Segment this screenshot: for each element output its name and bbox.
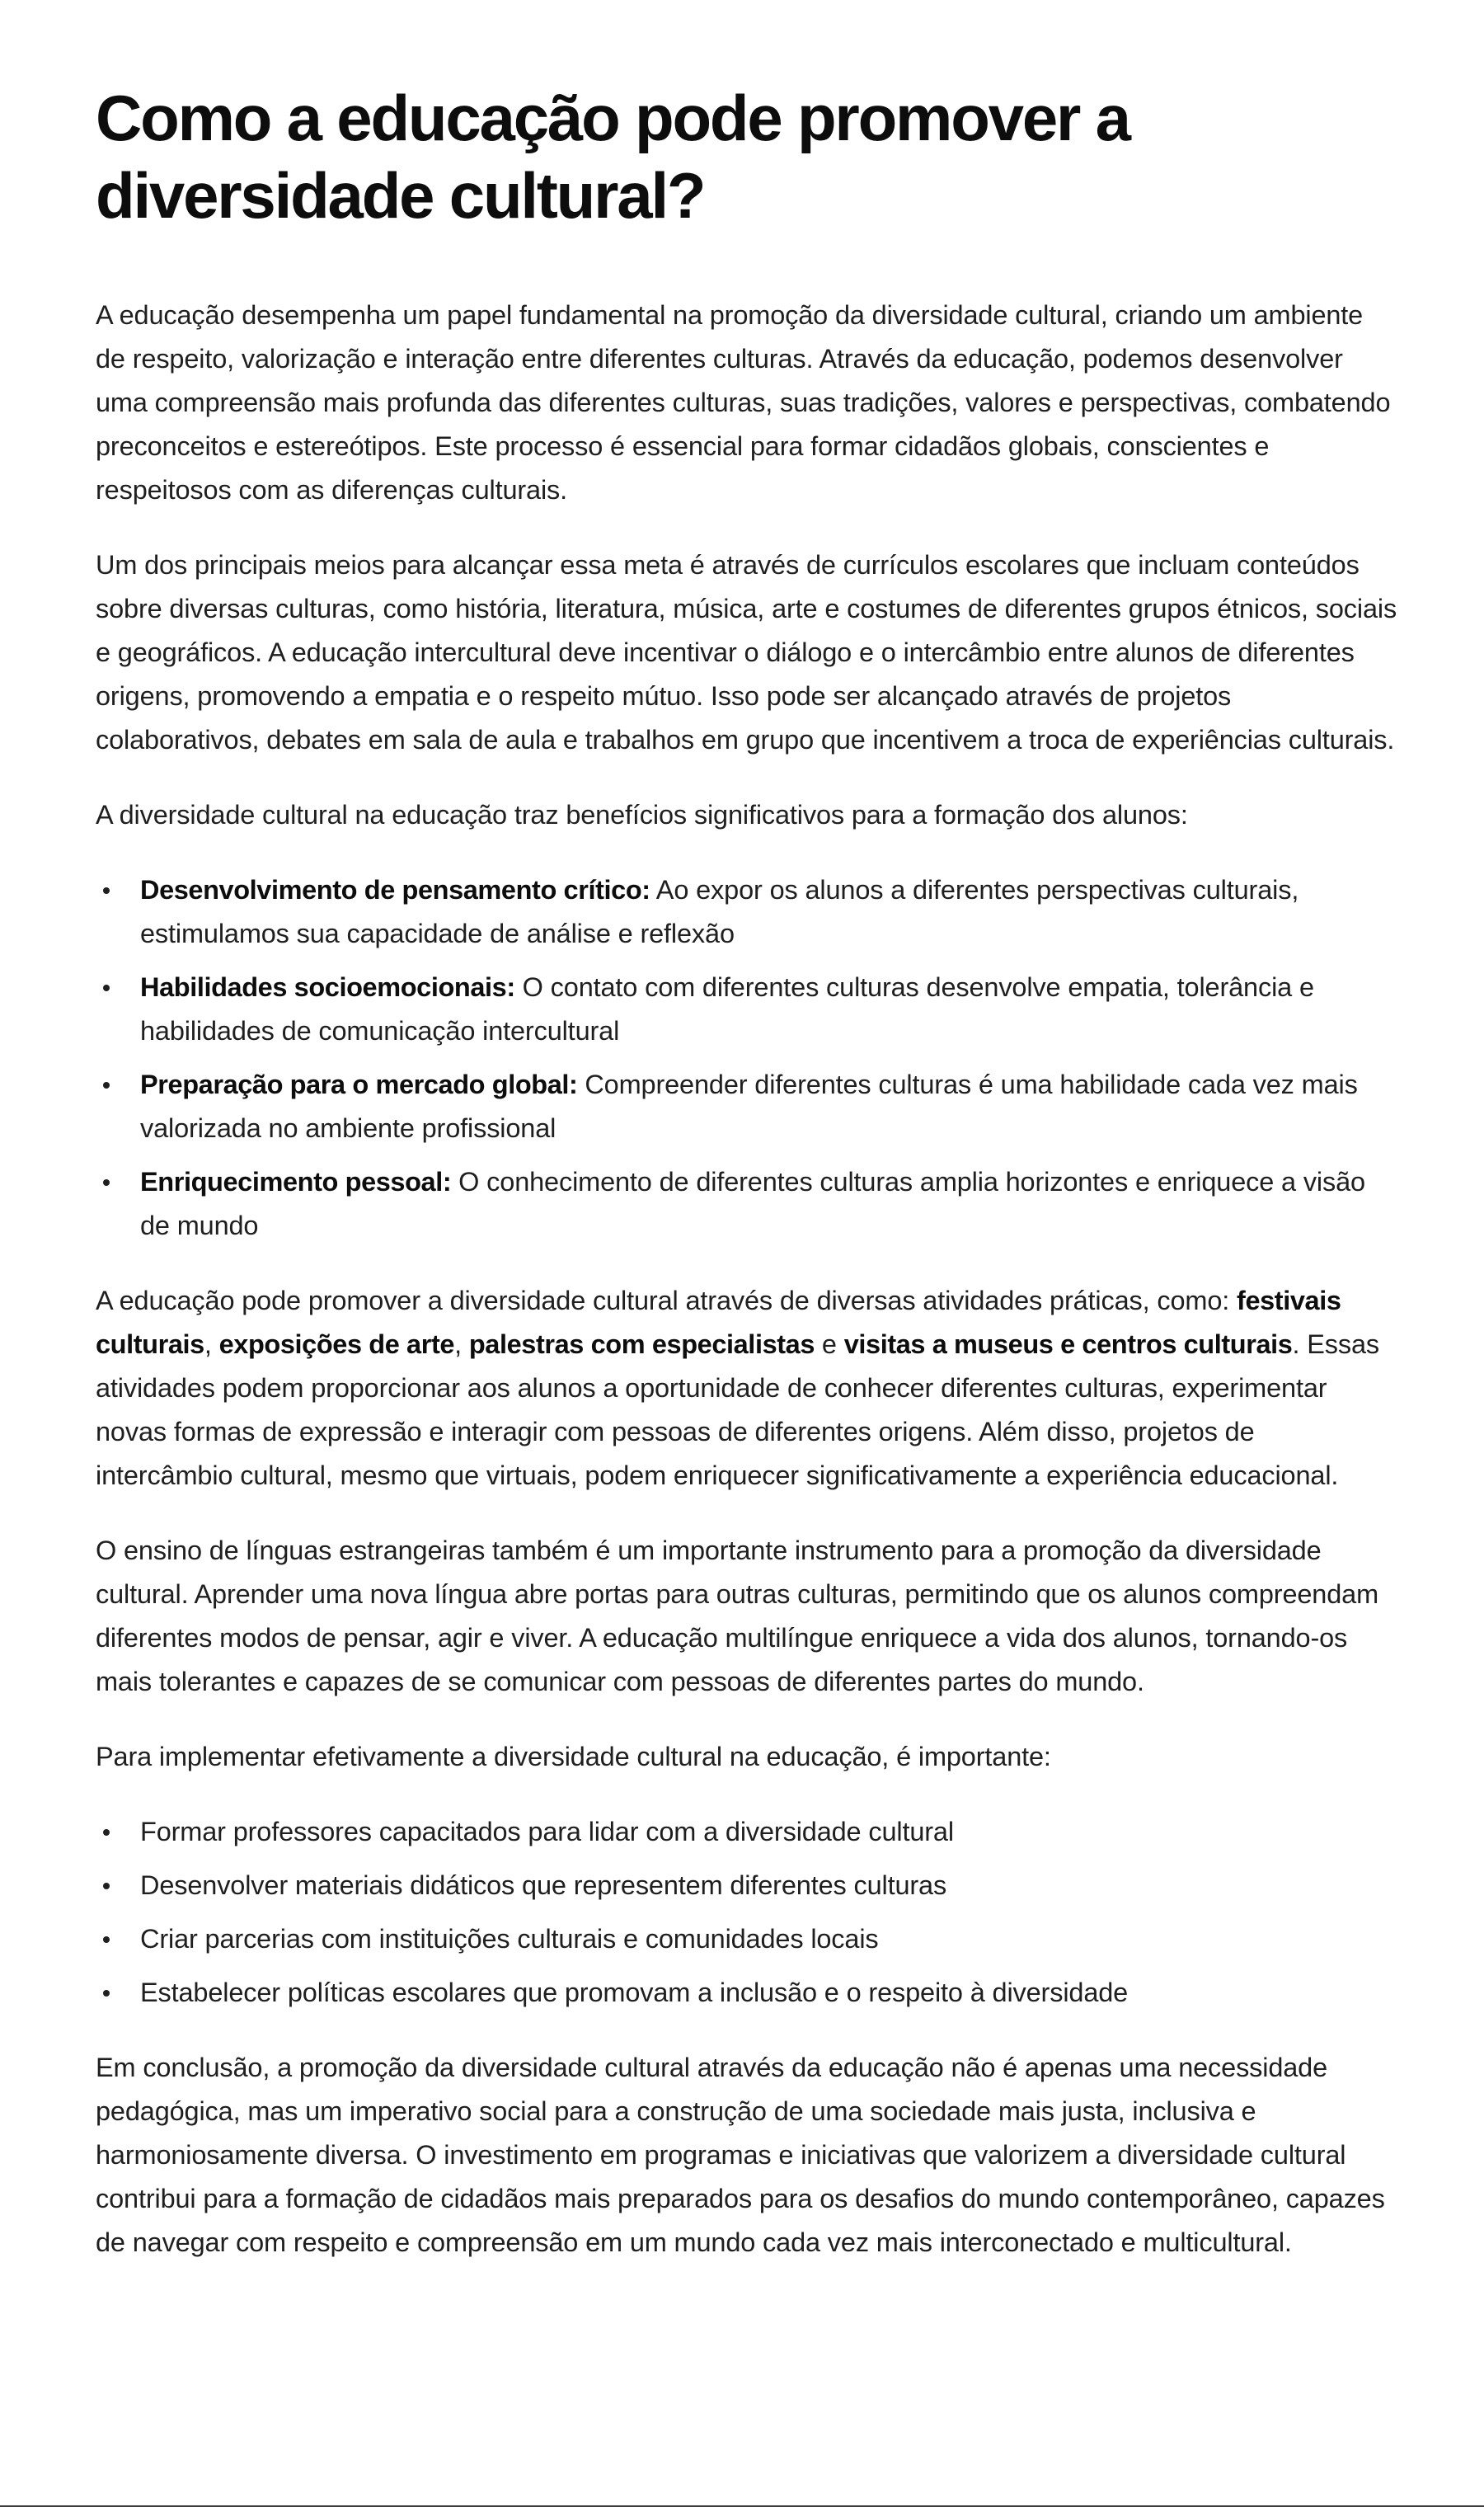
separator: , (454, 1329, 469, 1359)
activity-lectures: palestras com especialistas (468, 1329, 815, 1359)
benefit-text: Compreender diferentes culturas é uma habilidade cada vez mais valorizada no ambiente profissional (140, 1070, 1358, 1143)
activities-lead: A educação pode promover a diversidade cultural através de diversas atividades práticas, como: (96, 1286, 1237, 1315)
activity-museum-visits: visitas a museus e centros culturais (843, 1329, 1293, 1359)
benefit-text: O contato com diferentes culturas desenvolve empatia, tolerância e habilidades de comunicação intercultural (140, 972, 1314, 1046)
benefit-term: Enriquecimento pessoal: (140, 1167, 452, 1197)
benefit-item (96, 1063, 1398, 1150)
implementation-item: Formar professores capacitados para lidar com a diversidade cultural (96, 1810, 1398, 1854)
curriculum-paragraph: Um dos principais meios para alcançar essa meta é através de currículos escolares que incluam conteúdos sobre diversas culturas, como história, literatura, música, arte e costumes de diferentes grupos étnicos, sociais e geográficos. A educação intercultural deve incentivar o diálogo e o intercâmbio entre alunos de diferentes origens, promovendo a empatia e o respeito mútuo. Isso pode ser alcançado através de projetos colaborativos, debates em sala de aula e trabalhos em grupo que incentivem a troca de experiências culturais. (96, 550, 1397, 755)
page-title: Como a educação pode promover a diversidade cultural? (96, 82, 1129, 232)
activities-paragraph (96, 1279, 1398, 1498)
implement-intro-paragraph: Para implementar efetivamente a diversidade cultural na educação, é importante: (96, 1742, 1051, 1771)
intro-paragraph: A educação desempenha um papel fundamental na promoção da diversidade cultural, criando um ambiente de respeito, valorização e interação entre diferentes culturas. Através da educação, podemos desenvolver uma compreensão mais profunda das diferentes culturas, suas tradições, valores e perspectivas, combatendo preconceitos e estereótipos. Este processo é essencial para formar cidadãos globais, conscientes e respeitosos com as diferenças culturais. (96, 300, 1391, 505)
implementation-item: Criar parcerias com instituições culturais e comunidades locais (96, 1917, 1398, 1961)
benefit-item (96, 868, 1398, 956)
benefit-term: Desenvolvimento de pensamento crítico: (140, 875, 650, 905)
implementation-list (96, 1810, 1398, 2015)
benefit-item (96, 1160, 1398, 1248)
benefit-term: Habilidades socioemocionais: (140, 972, 515, 1002)
activity-art-exhibitions: exposições de arte (218, 1329, 455, 1359)
implementation-item: Estabelecer políticas escolares que promovam a inclusão e o respeito à diversidade (96, 1971, 1398, 2015)
benefits-intro-paragraph: A diversidade cultural na educação traz benefícios significativos para a formação dos alunos: (96, 800, 1188, 830)
separator: e (815, 1329, 844, 1359)
article (96, 79, 1398, 2296)
activity-festivals: festivais culturais (96, 1286, 1341, 1359)
conclusion-paragraph: Em conclusão, a promoção da diversidade cultural através da educação não é apenas uma necessidade pedagógica, mas um imperativo social para a construção de uma sociedade mais justa, inclusiva e harmoniosamente diversa. O investimento em programas e iniciativas que valorizem a diversidade cultural contribui para a formação de cidadãos mais preparados para os desafios do mundo contemporâneo, capazes de navegar com respeito e compreensão em um mundo cada vez mais interconectado e multicultural. (96, 2053, 1385, 2257)
benefit-term: Preparação para o mercado global: (140, 1070, 578, 1099)
languages-paragraph: O ensino de línguas estrangeiras também é um importante instrumento para a promoção da diversidade cultural. Aprender uma nova língua abre portas para outras culturas, permitindo que os alunos compreendam diferentes modos de pensar, agir e viver. A educação multilíngue enriquece a vida dos alunos, tornando-os mais tolerantes e capazes de se comunicar com pessoas de diferentes partes do mundo. (96, 1536, 1378, 1696)
activities-tail: . Essas atividades podem proporcionar aos alunos a oportunidade de conhecer diferentes culturas, experimentar novas formas de expressão e interagir com pessoas de diferentes origens. Além disso, projetos de intercâmbio cultural, mesmo que virtuais, podem enriquecer significativamente a experiência educacional. (96, 1329, 1379, 1490)
benefits-list (96, 868, 1398, 1248)
benefit-text: O conhecimento de diferentes culturas amplia horizontes e enriquece a visão de mundo (140, 1167, 1365, 1240)
implementation-item: Desenvolver materiais didáticos que representem diferentes culturas (96, 1864, 1398, 1907)
benefit-item (96, 966, 1398, 1053)
benefit-text: Ao expor os alunos a diferentes perspectivas culturais, estimulamos sua capacidade de análise e reflexão (140, 875, 1299, 948)
separator: , (204, 1329, 219, 1359)
